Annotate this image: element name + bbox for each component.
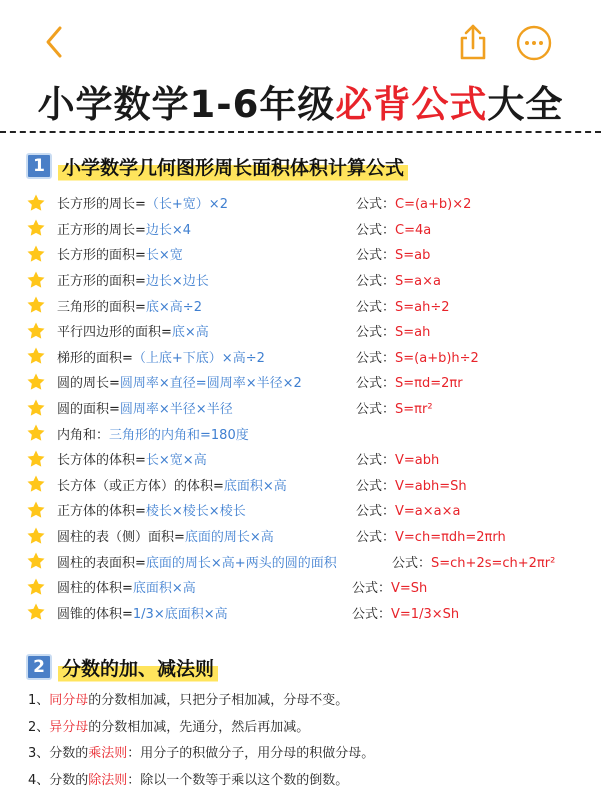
formula-value: S=ah — [395, 325, 431, 341]
formula-description — [57, 398, 233, 417]
formula-symbolic — [356, 321, 430, 340]
formula-description — [57, 244, 183, 263]
formula-label: 公式： — [356, 248, 396, 264]
formula-expression: 圆周率×半径×半径 — [119, 402, 233, 418]
formula-name: 平行四边形的面积= — [57, 325, 172, 341]
formula-expression: 底×高 — [171, 325, 209, 341]
formula-expression: 底×高÷2 — [145, 299, 202, 315]
formula-expression: （长+宽）×2 — [145, 197, 228, 213]
star-icon — [26, 346, 46, 366]
formula-description — [57, 500, 246, 519]
formula-value: V=1/3×Sh — [391, 606, 460, 622]
formula-row — [26, 395, 601, 421]
formula-symbolic — [352, 603, 459, 622]
formula-label: 公式： — [356, 274, 396, 290]
formula-row — [26, 292, 601, 318]
formula-symbolic — [356, 244, 430, 263]
rule-keyword: 除法则 — [88, 772, 128, 788]
formula-value: S=πr² — [395, 402, 433, 418]
formula-value: S=ch+2s=ch+2πr² — [431, 555, 556, 571]
formula-label: 公式： — [356, 222, 396, 238]
formula-row — [26, 216, 601, 242]
formula-label: 公式： — [356, 453, 396, 469]
formula-description — [57, 526, 274, 545]
formula-value: V=ch=πdh=2πrh — [395, 530, 506, 546]
rule-prefix: 3、分数的 — [28, 746, 89, 761]
formula-description — [57, 372, 302, 391]
formula-description — [57, 219, 191, 238]
rule-keyword: 异分母 — [49, 719, 89, 735]
formula-name: 长方体的体积= — [57, 453, 146, 469]
star-icon — [26, 244, 46, 264]
formula-expression: 底面积×高 — [132, 581, 196, 597]
formula-expression: 底面积×高 — [223, 478, 287, 494]
formula-symbolic — [392, 552, 555, 571]
formula-value: V=abh=Sh — [395, 478, 467, 494]
formula-name: 内角和： — [57, 427, 110, 443]
formula-name: 圆柱的表（侧）面积= — [57, 530, 185, 546]
formula-row — [26, 190, 601, 216]
formula-description — [57, 603, 228, 622]
title-part-1: 小学数学1-6年级 — [37, 83, 336, 126]
chevron-left-icon — [38, 22, 72, 62]
top-bar — [0, 0, 601, 78]
formula-symbolic — [356, 296, 450, 315]
formula-row — [26, 497, 601, 523]
star-icon — [26, 551, 46, 571]
formula-expression: 棱长×棱长×棱长 — [145, 504, 246, 520]
back-button[interactable] — [38, 22, 72, 62]
star-icon — [26, 398, 46, 418]
rule-text: ：用分子的积做分子，用分母的积做分母。 — [127, 746, 375, 761]
formula-expression: 1/3×底面积×高 — [132, 606, 228, 622]
rule-prefix: 4、分数的 — [28, 772, 89, 788]
formula-row — [26, 523, 601, 549]
formula-description — [57, 424, 249, 443]
formula-name: 圆的周长= — [57, 376, 120, 392]
rule-text: ：除以一个数等于乘以这个数的倒数。 — [127, 772, 349, 788]
share-icon — [455, 22, 491, 62]
star-icon — [26, 602, 46, 622]
star-icon — [26, 270, 46, 290]
formula-description — [57, 449, 207, 468]
more-button[interactable] — [515, 24, 553, 62]
formula-label: 公式： — [356, 376, 396, 392]
formula-label: 公式： — [356, 478, 396, 494]
fraction-rules-list — [28, 688, 588, 794]
section-1-header — [26, 150, 408, 182]
formula-expression: 长×宽 — [145, 248, 183, 264]
formula-row — [26, 369, 601, 395]
rule-prefix: 2、 — [28, 719, 50, 735]
formula-label: 公式： — [392, 555, 432, 571]
section-number-badge: 1 — [26, 153, 52, 179]
formula-label: 公式： — [356, 350, 396, 366]
star-icon — [26, 449, 46, 469]
page-title — [0, 74, 601, 128]
formula-name: 圆柱的表面积= — [57, 555, 146, 571]
formula-description — [57, 296, 202, 315]
formula-row — [26, 472, 601, 498]
formula-symbolic — [356, 193, 471, 212]
star-icon — [26, 500, 46, 520]
formula-symbolic — [356, 449, 439, 468]
formula-value: S=a×a — [395, 274, 441, 290]
formula-row — [26, 548, 601, 574]
formula-name: 正方形的面积= — [57, 274, 146, 290]
formula-expression: 边长×边长 — [145, 274, 209, 290]
formula-description — [57, 270, 209, 289]
formula-symbolic — [352, 577, 427, 596]
formula-label: 公式： — [352, 606, 392, 622]
formula-description — [57, 552, 337, 571]
formula-row — [26, 600, 601, 626]
formula-row — [26, 318, 601, 344]
title-part-3: 大全 — [487, 83, 564, 126]
formula-expression: 底面的周长×高+两头的圆的面积 — [145, 555, 337, 571]
star-icon — [26, 474, 46, 494]
formula-label: 公式： — [356, 504, 396, 520]
formula-label: 公式： — [356, 402, 396, 418]
rule-keyword: 同分母 — [49, 693, 89, 708]
star-icon — [26, 295, 46, 315]
formula-description — [57, 475, 287, 494]
rule-item — [28, 768, 588, 795]
star-icon — [26, 193, 46, 213]
formula-description — [57, 321, 209, 340]
star-icon — [26, 526, 46, 546]
formula-description — [57, 347, 265, 366]
formula-value: S=πd=2πr — [395, 376, 463, 392]
formula-value: C=4a — [395, 222, 432, 238]
formula-row — [26, 574, 601, 600]
star-icon — [26, 218, 46, 238]
formula-symbolic — [356, 500, 461, 519]
section-title: 分数的加、减法则 — [58, 652, 218, 683]
formula-symbolic — [356, 270, 441, 289]
formula-description — [57, 577, 196, 596]
formula-name: 长方形的面积= — [57, 248, 146, 264]
formula-symbolic — [356, 347, 479, 366]
rule-text: 的分数相加减，只把分子相加减，分母不变。 — [88, 693, 349, 708]
formula-row — [26, 344, 601, 370]
formula-row — [26, 446, 601, 472]
formula-label: 公式： — [356, 299, 396, 315]
section-title: 小学数学几何图形周长面积体积计算公式 — [58, 151, 408, 182]
formula-expression: 长×宽×高 — [145, 453, 207, 469]
formula-value: S=ab — [395, 248, 431, 264]
rule-item — [28, 741, 588, 768]
formula-expression: 三角形的内角和=180度 — [109, 427, 249, 443]
formula-name: 圆锥的体积= — [57, 606, 133, 622]
title-highlight: 必背公式 — [335, 83, 488, 126]
formula-value: V=a×a×a — [395, 504, 461, 520]
formula-name: 梯形的面积= — [57, 350, 133, 366]
formula-name: 长方形的周长= — [57, 197, 146, 213]
formula-name: 长方体（或正方体）的体积= — [57, 478, 224, 494]
formula-symbolic — [356, 398, 433, 417]
section-number-badge: 2 — [26, 654, 52, 680]
formula-name: 正方体的体积= — [57, 504, 146, 520]
formula-expression: 边长×4 — [145, 222, 192, 238]
formula-value: V=Sh — [391, 581, 428, 597]
section-2-header — [26, 651, 218, 683]
formula-symbolic — [356, 526, 506, 545]
formula-value: S=ah÷2 — [395, 299, 450, 315]
dashed-divider — [0, 131, 601, 133]
formula-label: 公式： — [356, 530, 396, 546]
formula-symbolic — [356, 475, 467, 494]
rule-prefix: 1、 — [28, 693, 50, 708]
formula-name: 三角形的面积= — [57, 299, 146, 315]
rule-text: 的分数相加减，先通分，然后再加减。 — [88, 719, 310, 735]
rule-item — [28, 715, 588, 742]
star-icon — [26, 423, 46, 443]
star-icon — [26, 577, 46, 597]
formula-row — [26, 241, 601, 267]
formula-value: V=abh — [395, 453, 440, 469]
formula-expression: 圆周率×直径=圆周率×半径×2 — [119, 376, 302, 392]
formula-label: 公式： — [356, 197, 396, 213]
more-horizontal-icon — [515, 24, 553, 62]
star-icon — [26, 321, 46, 341]
formula-name: 圆的面积= — [57, 402, 120, 418]
formula-value: C=(a+b)×2 — [395, 197, 472, 213]
formula-symbolic — [356, 372, 463, 391]
rule-item — [28, 688, 588, 715]
formula-name: 正方形的周长= — [57, 222, 146, 238]
formula-row — [26, 420, 601, 446]
formula-value: S=(a+b)h÷2 — [395, 350, 479, 366]
rule-keyword: 乘法则 — [88, 746, 128, 761]
formula-row — [26, 267, 601, 293]
formula-list — [26, 190, 601, 625]
formula-label: 公式： — [356, 325, 396, 341]
formula-symbolic — [356, 219, 431, 238]
share-button[interactable] — [455, 22, 491, 62]
formula-expression: （上底+下底）×高÷2 — [132, 350, 265, 366]
formula-name: 圆柱的体积= — [57, 581, 133, 597]
formula-label: 公式： — [352, 581, 392, 597]
star-icon — [26, 372, 46, 392]
formula-description — [57, 193, 228, 212]
formula-expression: 底面的周长×高 — [184, 530, 274, 546]
